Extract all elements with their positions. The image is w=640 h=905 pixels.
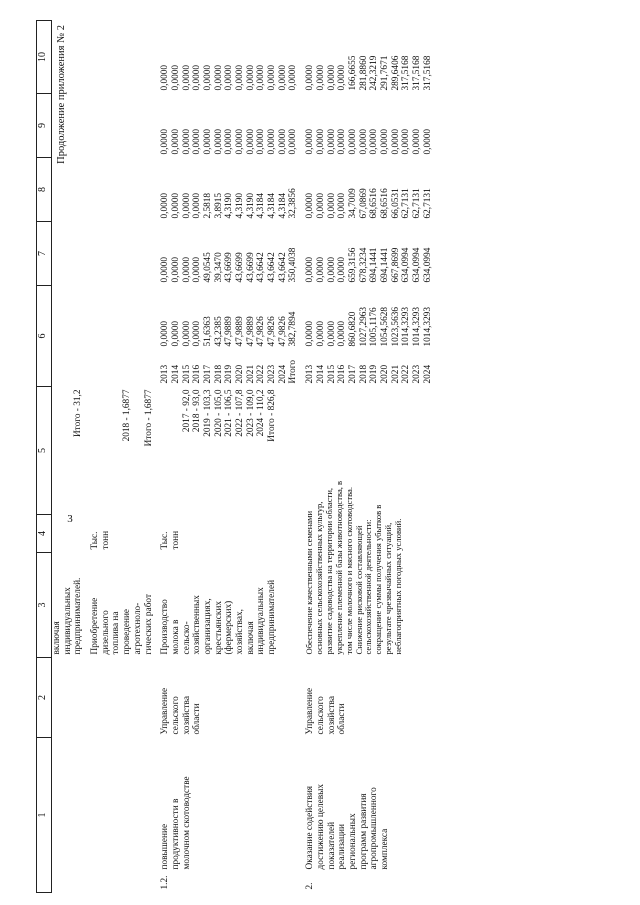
table-cell: 0,0000 — [422, 128, 433, 155]
other-column — [160, 21, 299, 94]
table-cell: 43,6699 — [235, 252, 245, 283]
table-cell: 694,1441 — [379, 247, 390, 283]
table-cell: 2020 — [379, 364, 390, 384]
table-cell: 667,8699 — [390, 247, 401, 283]
executor-cell: Управление сельского хозяйства области — [305, 687, 348, 735]
table-cell: 62,7131 — [422, 188, 433, 219]
table-cell: 2024 — [277, 364, 288, 384]
table-cell: 0,0000 — [213, 128, 224, 155]
table-cell: 0,0000 — [160, 256, 171, 283]
header-cell: 10 — [37, 21, 52, 94]
table-cell: 0,0000 — [326, 64, 337, 91]
table-cell: 51,6363 — [202, 316, 213, 347]
table-cell: 4,3184 — [267, 192, 278, 219]
table-cell: 4,3184 — [277, 192, 288, 219]
table-cell: 0,0000 — [181, 128, 192, 155]
table-cell: 0,0000 — [369, 128, 380, 155]
table-cell: 2015 — [326, 364, 337, 384]
table-cell: 0,0000 — [267, 64, 278, 91]
table-cell: 0,0000 — [305, 64, 316, 91]
unit-cell: Тыс. тонн — [90, 530, 111, 550]
table-cell: 0,0000 — [288, 128, 299, 155]
row-number: 1.2. — [160, 875, 171, 890]
table-cell: 2013 — [305, 364, 316, 384]
header-cell: 5 — [37, 387, 52, 515]
table-cell: 291,7671 — [379, 55, 390, 91]
table-cell: 0,0000 — [170, 256, 181, 283]
table-cell: 1023,5636 — [390, 306, 401, 347]
header-cell: 4 — [37, 515, 52, 553]
table-cell: 0,0000 — [277, 128, 288, 155]
table-cell: 0,0000 — [160, 128, 171, 155]
table-cell: 2022 — [256, 364, 267, 384]
total-column — [305, 286, 433, 350]
table-cell: 0,0000 — [347, 128, 358, 155]
table-cell: 0,0000 — [305, 320, 316, 347]
table-cell: 4,3190 — [224, 192, 235, 219]
table-cell: 0,0000 — [277, 64, 288, 91]
table-cell: 0,0000 — [160, 64, 171, 91]
table-cell: 0,0000 — [412, 128, 422, 155]
header-cell: 6 — [37, 286, 52, 387]
table-cell: 0,0000 — [326, 320, 337, 347]
table-cell: 0,0000 — [305, 192, 316, 219]
table-cell: 47,9826 — [267, 316, 278, 347]
table-cell: 43,6699 — [245, 252, 256, 283]
name-cell: Оказание содействия достижению целевых показателей реализации региональных программ развития агропромышленного комплекса — [305, 783, 390, 870]
table-cell: 242,3219 — [369, 55, 380, 91]
table-cell: 68,6516 — [369, 188, 380, 219]
table-cell: 32,3856 — [288, 188, 299, 219]
table-cell: 47,9826 — [277, 316, 288, 347]
table-cell: 0,0000 — [181, 256, 192, 283]
table-cell: 4,3190 — [245, 192, 256, 219]
table-cell: 0,0000 — [245, 64, 256, 91]
header-cell: 9 — [37, 94, 52, 158]
table-cell: 317,5168 — [412, 55, 422, 91]
year-column — [305, 350, 433, 387]
table-cell: 317,5168 — [401, 55, 412, 91]
target-cell: 2017 - 92,0 2018 - 93,0 2019 - 103,3 2020 - 105,0 2021 - 106,5 2022 - 107,8 2023 - 109,0 2024 - 110,2 Итого - 826,8 — [181, 389, 278, 442]
table-cell: 1014,3293 — [422, 306, 433, 347]
table-cell: 0,0000 — [170, 64, 181, 91]
event-cell: Обеспечение качественными семенами основных сельскохозяйственных культур, развитие садоводства на территории области, укрепление племенной базы животноводства, в том числе молочного и мясного скотоводства. Снижение рисковой составляющей сельскохозяйственной деятельности: сокращение суммы получения убытков в результате чрезвычайных ситуаций, неблагоприятных погодных условий. — [304, 480, 403, 655]
row-number: 2. — [305, 882, 316, 890]
table-cell: Итого — [288, 359, 299, 384]
table-cell: 634,0994 — [401, 247, 412, 283]
table-cell: 0,0000 — [192, 64, 203, 91]
table-cell: 382,7894 — [288, 311, 299, 347]
table-cell: 1054,5628 — [379, 306, 390, 347]
table-cell: 2019 — [369, 364, 380, 384]
table-cell: 0,0000 — [337, 64, 348, 91]
table-cell: 0,0000 — [305, 128, 316, 155]
program-table — [36, 20, 433, 893]
table-cell: 2015 — [181, 364, 192, 384]
regional-column — [305, 158, 433, 222]
header-cell: 7 — [37, 222, 52, 286]
table-cell: 0,0000 — [235, 128, 245, 155]
table-cell: 0,0000 — [326, 128, 337, 155]
table-cell: 47,9826 — [256, 316, 267, 347]
table-cell: 0,0000 — [267, 128, 278, 155]
table-cell: 34,7009 — [347, 188, 358, 219]
table-cell: 0,0000 — [288, 64, 299, 91]
table-cell: 2024 — [422, 364, 433, 384]
table-cell: 0,0000 — [192, 128, 203, 155]
table-cell: 2018 — [213, 364, 224, 384]
local-column — [305, 94, 433, 158]
table-cell: 2017 — [202, 364, 213, 384]
table-cell: 2017 — [347, 364, 358, 384]
header-cell: 8 — [37, 158, 52, 222]
table-cell: 0,0000 — [192, 192, 203, 219]
table-cell: 0,0000 — [390, 128, 401, 155]
table-cell: 1014,3293 — [401, 306, 412, 347]
table-cell: 281,8860 — [358, 55, 369, 91]
table-cell: 4,3190 — [235, 192, 245, 219]
table-cell: 0,0000 — [315, 320, 326, 347]
table-cell: 0,0000 — [181, 192, 192, 219]
table-cell: 1005,1176 — [369, 307, 380, 347]
table-cell: 67,0869 — [358, 188, 369, 219]
event-cell: Приобретение дизельного топлива на проведение агротехноло- гических работ — [90, 593, 154, 655]
top-fragment-row — [52, 21, 85, 893]
table-cell: 43,6642 — [267, 252, 278, 283]
table-cell: 68,6516 — [379, 188, 390, 219]
table-cell: 694,1441 — [369, 247, 380, 283]
table-cell: 2023 — [412, 364, 422, 384]
regional-column — [160, 158, 299, 222]
table-cell: 3,8915 — [213, 192, 224, 219]
table-cell: 0,0000 — [315, 64, 326, 91]
table-cell: 659,3156 — [347, 247, 358, 283]
table-cell: 2,5818 — [202, 192, 213, 219]
table-cell: 0,0000 — [315, 256, 326, 283]
table-cell: 0,0000 — [256, 128, 267, 155]
table-cell: 0,0000 — [202, 128, 213, 155]
table-cell: 39,3470 — [213, 252, 224, 283]
total-column — [160, 286, 299, 350]
table-cell: 1014,3293 — [412, 306, 422, 347]
table-cell: 2014 — [170, 364, 181, 384]
header-cell: 3 — [37, 553, 52, 658]
table-cell: 0,0000 — [235, 64, 245, 91]
table-cell: 0,0000 — [337, 128, 348, 155]
table-cell: 0,0000 — [224, 128, 235, 155]
table-cell: 350,4038 — [288, 247, 299, 283]
table-cell: 0,0000 — [160, 320, 171, 347]
table-cell: 43,6642 — [256, 252, 267, 283]
table-cell: 0,0000 — [245, 128, 256, 155]
table-cell: 0,0000 — [170, 192, 181, 219]
appendix-heading: Продолжение приложения № 2 — [56, 25, 67, 164]
other-column — [305, 21, 433, 94]
table-cell: 0,0000 — [224, 64, 235, 91]
table-cell: 0,0000 — [181, 64, 192, 91]
table-cell: 0,0000 — [181, 320, 192, 347]
table-cell: 0,0000 — [358, 128, 369, 155]
table-cell: 62,7131 — [401, 188, 412, 219]
table-cell: 678,3234 — [358, 247, 369, 283]
table-cell: 47,9889 — [224, 316, 235, 347]
event-cell: включая индивидуальных предпринимателей. — [52, 577, 84, 655]
year-column — [160, 350, 299, 387]
table-cell: 0,0000 — [213, 64, 224, 91]
table-cell: 2021 — [390, 364, 401, 384]
table-cell: 0,0000 — [326, 256, 337, 283]
section-2-row — [305, 21, 433, 893]
header-cell: 2 — [37, 658, 52, 738]
table-cell: 47,9889 — [235, 316, 245, 347]
section-1-2-row — [160, 21, 299, 893]
table-cell: 634,0994 — [412, 247, 422, 283]
table-cell: 2018 — [358, 364, 369, 384]
table-cell: 0,0000 — [305, 256, 316, 283]
table-cell: 2019 — [224, 364, 235, 384]
table-cell: 289,6406 — [390, 55, 401, 91]
table-cell: 43,6642 — [277, 252, 288, 283]
total-cell: Итого - 31,2 — [73, 389, 84, 438]
table-cell: 0,0000 — [202, 64, 213, 91]
table-cell: 43,6699 — [224, 252, 235, 283]
table-cell: 47,9889 — [245, 316, 256, 347]
federal-column — [160, 222, 299, 286]
table-cell: 0,0000 — [315, 128, 326, 155]
table-cell: 0,0000 — [401, 128, 412, 155]
table-cell: 0,0000 — [160, 192, 171, 219]
table-cell: 2013 — [160, 364, 171, 384]
table-cell: 0,0000 — [192, 256, 203, 283]
table-cell: 0,0000 — [326, 192, 337, 219]
table-cell: 0,0000 — [192, 320, 203, 347]
name-cell: повышение продуктивности в молочном скотоводстве — [160, 776, 192, 870]
table-cell: 317,5168 — [422, 55, 433, 91]
table-cell: 43,2385 — [213, 316, 224, 347]
table-cell: 634,0994 — [422, 247, 433, 283]
table-cell: 2016 — [192, 364, 203, 384]
table-cell: 2020 — [235, 364, 245, 384]
table-cell: 2014 — [315, 364, 326, 384]
table-cell: 2022 — [401, 364, 412, 384]
table-cell: 1027,2963 — [358, 306, 369, 347]
table-cell: 2021 — [245, 364, 256, 384]
table-cell: 66,0531 — [390, 188, 401, 219]
diesel-row — [90, 21, 154, 893]
table-cell: 2023 — [267, 364, 278, 384]
table-cell: 2016 — [337, 364, 348, 384]
table-cell: 0,0000 — [170, 128, 181, 155]
table-cell: 0,0000 — [337, 192, 348, 219]
table-cell: 0,0000 — [337, 256, 348, 283]
executor-cell: Управление сельского хозяйства области — [160, 687, 203, 735]
target-cell: 2018 - 1,6877 Итого - 1,6877 — [122, 389, 154, 447]
table-cell: 0,0000 — [170, 320, 181, 347]
table-cell: 62,7131 — [412, 188, 422, 219]
federal-column — [305, 222, 433, 286]
header-row — [37, 21, 52, 893]
table-cell: 0,0000 — [256, 64, 267, 91]
unit-cell: Тыс. тонн — [160, 530, 181, 550]
table-cell: 0,0000 — [337, 320, 348, 347]
header-cell: 1 — [37, 738, 52, 893]
table-cell: 860,6820 — [347, 311, 358, 347]
page-number: 3 — [67, 513, 73, 525]
table-cell: 49,0545 — [202, 252, 213, 283]
event-cell: Производство молока в сельско- хозяйственных организациях, крестьянских (фермерских) хозяйствах, включая индивидуальных предпринимателей — [160, 579, 278, 655]
table-cell: 0,0000 — [379, 128, 390, 155]
local-column — [160, 94, 299, 158]
table-cell: 4,3184 — [256, 192, 267, 219]
table-cell: 166,6655 — [347, 55, 358, 91]
table-cell: 0,0000 — [315, 192, 326, 219]
